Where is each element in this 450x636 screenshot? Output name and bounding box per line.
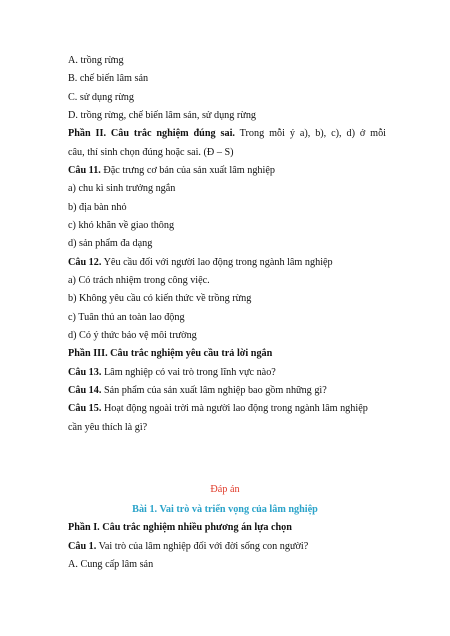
q1-option-a-text: A. Cung cấp lâm sản (68, 559, 154, 570)
question-13-text: Lâm nghiệp có vai trò trong lĩnh vực nào? (101, 367, 276, 378)
part-2-title: Phần II. Câu trắc nghiệm đúng sai. (68, 128, 235, 139)
question-11-text: Đặc trưng cơ bản của sản xuất lâm nghiệp (100, 165, 275, 176)
q11-option-c-text: c) khó khăn về giao thông (68, 220, 175, 231)
q11-option-a (68, 182, 386, 195)
part-2-instruction: Trong mỗi ý a), b), c), d) ở mỗi (234, 128, 386, 139)
q11-option-d (68, 237, 386, 250)
part-1-heading (68, 521, 386, 534)
q12-option-d (68, 329, 386, 342)
lesson-title (0, 503, 450, 516)
option-c (68, 91, 386, 104)
question-1-text: Vai trò của lâm nghiệp đối với đời sống con người? (96, 541, 309, 552)
q12-option-d-text: d) Có ý thức bảo vệ môi trường (68, 330, 197, 341)
option-a (68, 54, 386, 67)
q12-option-c-text: c) Tuân thủ an toàn lao động (68, 312, 185, 323)
question-13 (68, 366, 386, 379)
part-2-heading (68, 127, 386, 140)
q1-option-a (68, 558, 386, 571)
question-15-label: Câu 15. (68, 403, 102, 414)
part-3-heading (68, 347, 386, 360)
part-3-title: Phần III. Câu trắc nghiệm yêu cầu trả lời ngắn (68, 348, 273, 359)
q12-option-a (68, 274, 386, 287)
question-15-cont (68, 421, 386, 434)
option-c-text: C. sử dụng rừng (68, 92, 134, 103)
option-b (68, 72, 386, 85)
part-1-title: Phần I. Câu trắc nghiệm nhiều phương án lựa chọn (68, 522, 292, 533)
q12-option-b-text: b) Không yêu cầu có kiến thức về trồng rừng (68, 293, 252, 304)
part-2-instruction-cont-text: câu, thí sinh chọn đúng hoặc sai. (Đ – S) (68, 147, 234, 158)
question-11-label: Câu 11. (68, 165, 101, 176)
option-a-text: A. trồng rừng (68, 55, 124, 66)
question-15-text: Hoạt động ngoài trời mà người lao động trong ngành lâm nghiệp (101, 403, 368, 414)
answer-heading-text: Đáp án (210, 484, 240, 495)
question-13-label: Câu 13. (68, 367, 102, 378)
q12-option-a-text: a) Có trách nhiệm trong công việc. (68, 275, 210, 286)
question-12-label: Câu 12. (68, 257, 102, 268)
question-1-label: Câu 1. (68, 541, 97, 552)
q11-option-b-text: b) địa bàn nhỏ (68, 202, 127, 213)
q11-option-a-text: a) chu kì sinh trưởng ngắn (68, 183, 176, 194)
option-d (68, 109, 386, 122)
q12-option-b (68, 292, 386, 305)
q12-option-c (68, 311, 386, 324)
question-14 (68, 384, 386, 397)
question-14-text: Sản phẩm của sản xuất lâm nghiệp bao gồm những gì? (101, 385, 327, 396)
question-11 (68, 164, 386, 177)
lesson-title-text: Bài 1. Vai trò và triển vọng của lâm nghiệp (132, 504, 318, 515)
question-14-label: Câu 14. (68, 385, 102, 396)
question-15 (68, 402, 386, 415)
question-12 (68, 256, 386, 269)
option-d-text: D. trồng rừng, chế biến lâm sản, sử dụng rừng (68, 110, 257, 121)
option-b-text: B. chế biến lâm sản (68, 73, 149, 84)
q11-option-d-text: d) sản phẩm đa dạng (68, 238, 153, 249)
question-1 (68, 540, 386, 553)
part-2-instruction-cont (68, 146, 386, 159)
q11-option-b (68, 201, 386, 214)
question-15-cont-text: cần yêu thích là gì? (68, 422, 148, 433)
q11-option-c (68, 219, 386, 232)
question-12-text: Yêu cầu đối với người lao động trong ngành lâm nghiệp (101, 257, 333, 268)
answer-heading (0, 483, 450, 496)
